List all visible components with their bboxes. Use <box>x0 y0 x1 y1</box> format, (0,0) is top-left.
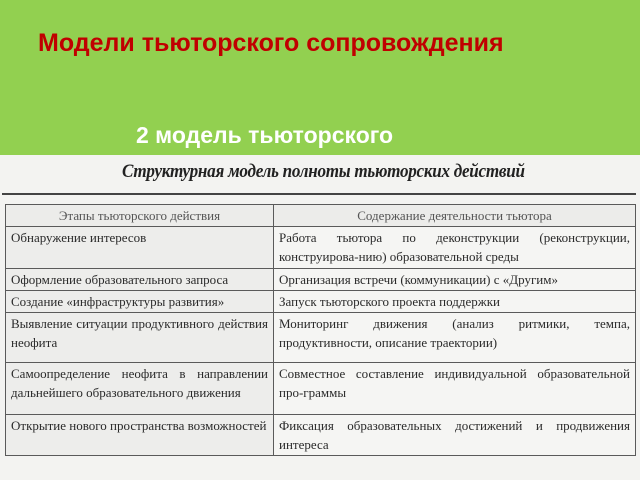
table-cell-content: Запуск тьюторского проекта поддержки <box>274 291 636 313</box>
table-header-row <box>6 205 636 227</box>
table-cell-content: Работа тьютора по деконструкции (реконструкции, конструирова-нию) образовательной среды <box>274 227 636 269</box>
table-cell-content: Организация встречи (коммуникации) с «Другим» <box>274 269 636 291</box>
scanned-table-image <box>0 155 640 480</box>
slide-title: Модели тьюторского сопровождения <box>38 29 504 57</box>
tutor-actions-table <box>5 204 636 456</box>
column-header-content: Содержание деятельности тьютора <box>274 205 636 227</box>
table-cell-content: Мониторинг движения (анализ ритмики, темпа, продуктивности, описание траектории) <box>274 313 636 363</box>
table-cell-stage: Обнаружение интересов <box>6 227 274 269</box>
table-caption: Структурная модель полноты тьюторских действий <box>122 161 525 182</box>
table-cell-stage: Выявление ситуации продуктивного действия неофита <box>6 313 274 363</box>
table-cell-stage: Создание «инфраструктуры развития» <box>6 291 274 313</box>
table-cell-stage: Оформление образовательного запроса <box>6 269 274 291</box>
table-row <box>6 363 636 415</box>
table-row <box>6 313 636 363</box>
table-row <box>6 227 636 269</box>
table-cell-content: Совместное составление индивидуальной образовательной про-граммы <box>274 363 636 415</box>
slide-subtitle: 2 модель тьюторского <box>136 122 394 148</box>
table-row <box>6 415 636 456</box>
table-cell-content: Фиксация образовательных достижений и продвижения интереса <box>274 415 636 456</box>
table-row <box>6 269 636 291</box>
column-header-stages: Этапы тьюторского действия <box>6 205 274 227</box>
caption-divider <box>2 193 636 195</box>
table-cell-stage: Открытие нового пространства возможностей <box>6 415 274 456</box>
table-row <box>6 291 636 313</box>
slide-header <box>0 0 640 155</box>
table-cell-stage: Самоопределение неофита в направлении дальнейшего образовательного движения <box>6 363 274 415</box>
